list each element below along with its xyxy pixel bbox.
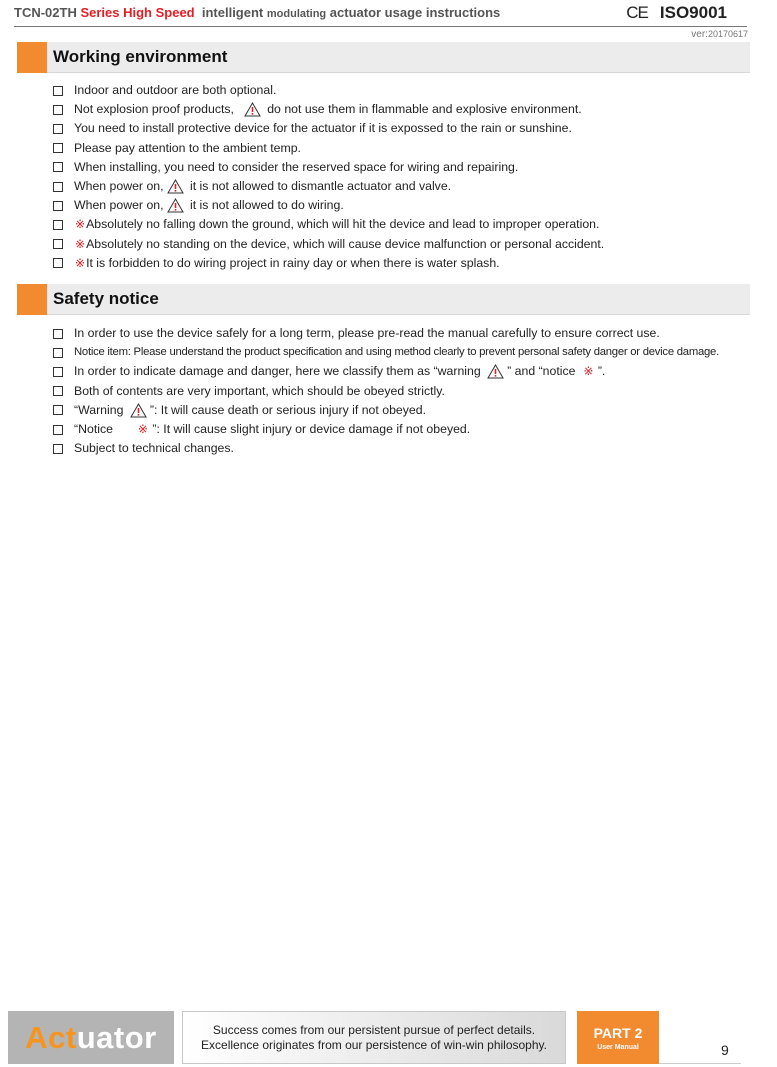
warning-triangle-icon [487, 364, 504, 379]
certifications [626, 3, 727, 23]
actuator-logo [8, 1011, 174, 1064]
safety-notice-list [53, 324, 719, 458]
item-text: it is not allowed to dismantle actuator and valve. [189, 178, 452, 193]
iso-label: ISO9001 [659, 3, 727, 22]
section-header-safety-notice [17, 284, 750, 315]
item-text: do not use them in flammable and explosive environment. [267, 102, 582, 117]
item-text: Absolutely no falling down the ground, which will hit the device and lead to improper operation. [86, 217, 600, 232]
warning-triangle-icon [244, 102, 261, 117]
list-item [53, 100, 604, 119]
checkbox-icon [53, 258, 63, 268]
logo-accent: Act [25, 1019, 77, 1055]
list-item [53, 81, 604, 100]
part-label: PART 2 [593, 1024, 643, 1041]
item-text: Not explosion proof products, [74, 102, 234, 117]
notice-mark-icon: ※ [75, 255, 86, 270]
section-accent-block [17, 42, 47, 73]
title-word-modulating: modulating [266, 8, 327, 20]
item-text: When installing, you need to consider the reserved space for wiring and repairing. [74, 159, 519, 174]
checkbox-icon [53, 348, 63, 358]
list-item [53, 177, 604, 196]
logo-rest: uator [76, 1019, 157, 1055]
list-item [53, 254, 604, 273]
list-item [53, 196, 604, 215]
warning-triangle-icon [130, 403, 147, 418]
list-item [53, 324, 719, 343]
checkbox-icon [53, 329, 63, 339]
list-item [53, 420, 719, 439]
slogan-line-1: Success comes from our persistent pursue of perfect details. [212, 1022, 536, 1037]
version-label: ver: [691, 29, 708, 40]
item-text: ”: It will cause death or serious injury if not obeyed. [149, 402, 426, 417]
version-value: 20170617 [707, 29, 748, 39]
checkbox-icon [53, 239, 63, 249]
checkbox-icon [53, 425, 63, 435]
checkbox-icon [53, 201, 63, 211]
list-item [53, 235, 604, 254]
checkbox-icon [53, 220, 63, 230]
item-text: In order to use the device safely for a long term, please pre-read the manual carefully to ensure correct use. [74, 326, 660, 340]
list-item [53, 382, 719, 401]
list-item [53, 119, 604, 138]
list-item [53, 439, 719, 458]
item-text: It is forbidden to do wiring project in rainy day or when there is water splash. [86, 255, 500, 270]
version [691, 29, 748, 40]
checkbox-icon [53, 182, 63, 192]
section-title: Working environment [53, 47, 228, 66]
part-badge [577, 1011, 659, 1064]
series-name: Series High Speed [80, 5, 195, 20]
model-name: TCN-02TH [14, 5, 77, 20]
section-title: Safety notice [53, 289, 159, 308]
title-word-intelligent: intelligent [201, 5, 264, 20]
item-text: Notice item: Please understand the product specification and using method clearly to prevent personal safety danger or device damage. [74, 346, 719, 359]
part-sublabel: User Manual [597, 1043, 639, 1051]
checkbox-icon [53, 405, 63, 415]
notice-mark-icon: ※ [75, 217, 86, 232]
ce-mark-icon: CE [626, 3, 648, 22]
notice-mark-icon: ※ [137, 421, 148, 436]
item-text: ”. [597, 364, 606, 379]
notice-mark-icon: ※ [75, 236, 86, 251]
checkbox-icon [53, 386, 63, 396]
section-header-working-environment [17, 42, 750, 73]
item-text: Indoor and outdoor are both optional. [74, 83, 277, 97]
item-text: Absolutely no standing on the device, which will cause device malfunction or personal accident. [86, 236, 605, 251]
list-item [53, 343, 719, 362]
checkbox-icon [53, 143, 63, 153]
item-text: Subject to technical changes. [74, 441, 234, 456]
page-number: 9 [721, 1042, 729, 1058]
warning-triangle-icon [167, 198, 184, 213]
warning-triangle-icon [167, 179, 184, 194]
notice-mark-icon: ※ [583, 364, 594, 379]
item-text: When power on, [74, 178, 164, 193]
list-item [53, 139, 604, 158]
item-text: it is not allowed to do wiring. [189, 198, 344, 213]
item-text: When power on, [74, 198, 164, 213]
checkbox-icon [53, 162, 63, 172]
item-text: “Warning [74, 402, 124, 417]
checkbox-icon [53, 444, 63, 454]
item-text: ” and “notice [507, 364, 576, 379]
document-title [14, 5, 500, 20]
slogan-line-2: Excellence originates from our persistence of win-win philosophy. [201, 1037, 547, 1052]
working-environment-list [53, 81, 604, 273]
header-divider [14, 26, 747, 27]
list-item [53, 401, 719, 420]
item-text: Please pay attention to the ambient temp. [74, 140, 301, 155]
list-item [53, 158, 604, 177]
footer-slogan [182, 1011, 566, 1064]
list-item [53, 362, 719, 381]
list-item [53, 215, 604, 234]
item-text: You need to install protective device for the actuator if it is expossed to the rain or sunshine. [74, 121, 572, 136]
section-accent-block [17, 284, 47, 315]
checkbox-icon [53, 367, 63, 377]
checkbox-icon [53, 124, 63, 134]
item-text: In order to indicate damage and danger, here we classify them as “warning [74, 364, 481, 379]
checkbox-icon [53, 86, 63, 96]
item-text: ”: It will cause slight injury or device damage if not obeyed. [152, 421, 471, 436]
footer-divider [659, 1063, 741, 1064]
item-text: “Notice [74, 421, 113, 436]
checkbox-icon [53, 105, 63, 115]
title-rest: actuator usage instructions [329, 5, 501, 20]
item-text: Both of contents are very important, which should be obeyed strictly. [74, 383, 445, 398]
